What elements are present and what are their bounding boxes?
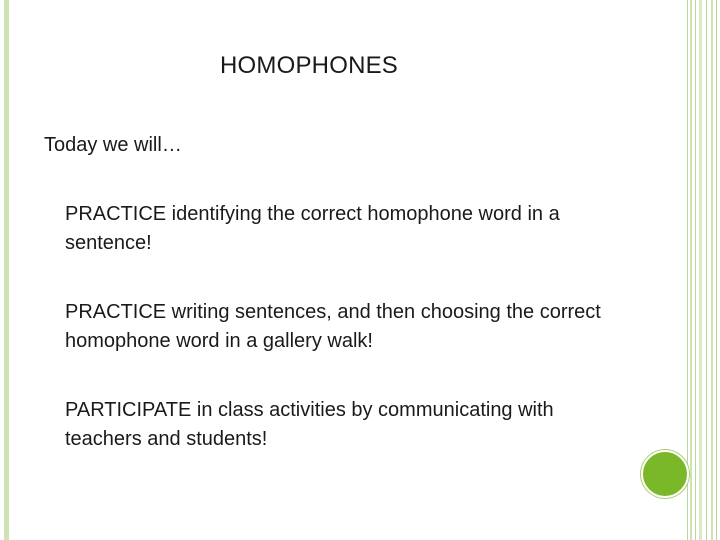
right-border-stripe [699,0,702,540]
right-border-stripe [716,0,717,540]
right-border-stripe [695,0,696,540]
objective-keyword: PRACTICE [65,301,167,323]
objective-text: in class activities by communicating with teachers and students! [65,399,554,450]
right-border-stripe [711,0,713,540]
objective-keyword: PRACTICE [65,203,167,225]
right-border-stripe [687,0,688,540]
objective-item [65,200,635,258]
objective-item [65,396,635,454]
objective-text: writing sentences, and then choosing the correct homophone word in a gallery walk! [65,301,601,352]
right-border-stripe [690,0,692,540]
left-border-stripe [4,0,9,540]
green-circle-icon [641,450,689,498]
right-border-stripe [706,0,707,540]
objective-keyword: PARTICIPATE [65,399,192,421]
slide-title: HOMOPHONES [220,52,399,79]
objective-text: identifying the correct homophone word in a sentence! [65,203,560,254]
objective-item [65,298,635,356]
intro-text: Today we will… [44,134,182,156]
